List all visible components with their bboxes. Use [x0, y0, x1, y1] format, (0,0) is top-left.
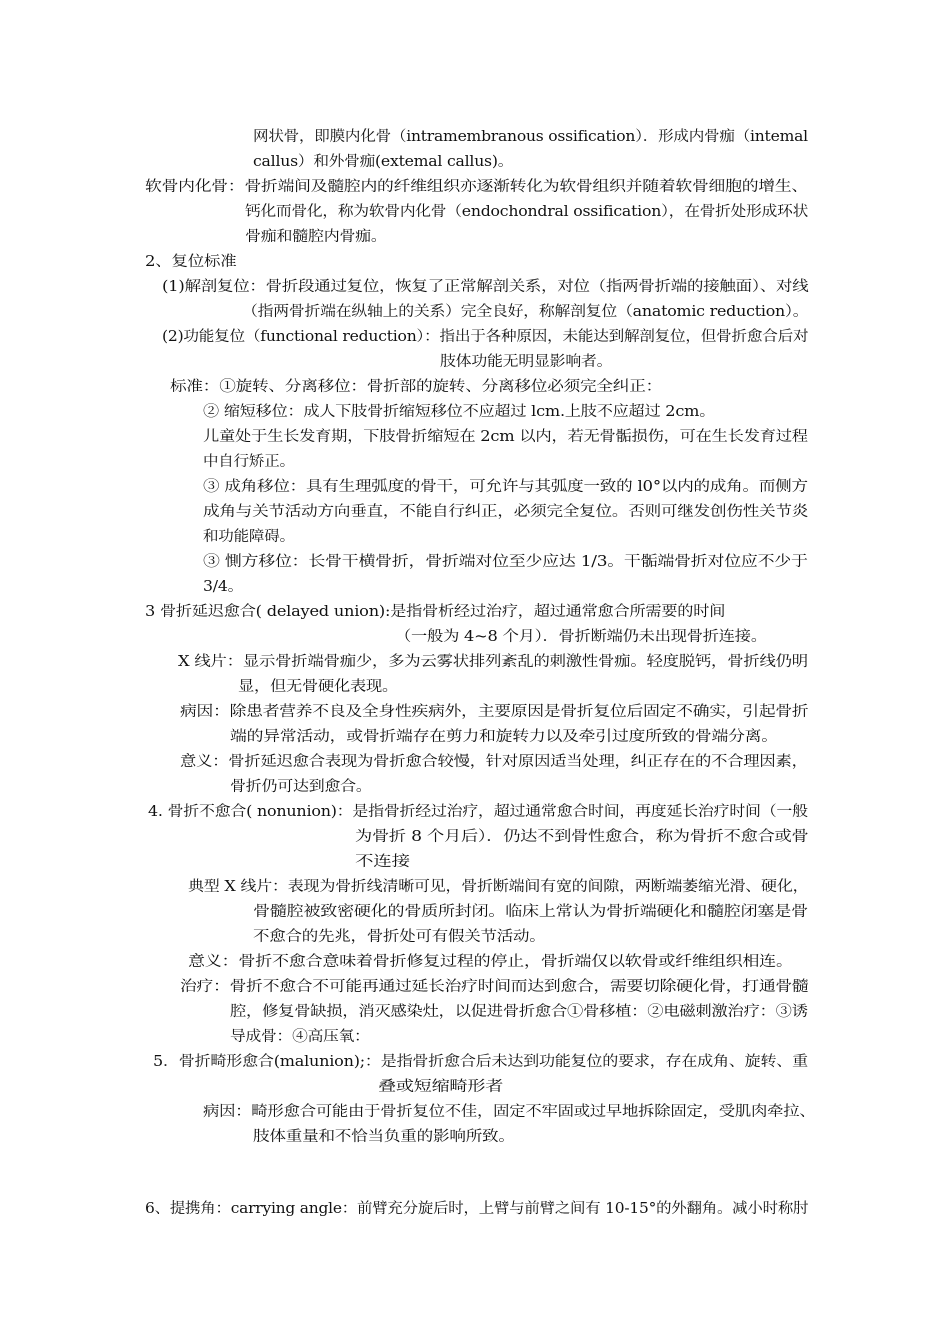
text-line: 叠或短缩畸形者 — [378, 1079, 504, 1095]
text-line: 和功能障碍。 — [203, 529, 295, 545]
text-line: 骨髓腔被致密硬化的骨质所封闭。临床上常认为骨折端硬化和髓腔闭塞是骨 — [253, 904, 808, 920]
text-line: 软骨内化骨：骨折端间及髓腔内的纤维组织亦逐渐转化为软骨组织并随着软骨细胞的增生、 — [145, 179, 808, 195]
text-line: 显，但无骨硬化表现。 — [238, 679, 398, 695]
section-heading: 5．骨折畸形愈合(malunion);：是指骨折愈合后未达到功能复位的要求，存在成角、旋转、重 — [153, 1054, 808, 1070]
text-line: 肢体功能无明显影响者。 — [440, 354, 613, 370]
text-line: 端的异常活动，或骨折端存在剪力和旋转力以及牵引过度所致的骨端分离。 — [230, 729, 778, 745]
text-line: 不愈合的先兆，骨折处可有假关节活动。 — [253, 929, 546, 945]
text-line: 病因：畸形愈合可能由于骨折复位不佳，固定不牢固或过早地拆除固定，受肌肉牵拉、 — [203, 1104, 816, 1120]
text-line: (2)功能复位（functional reduction）：指出于各种原因，未能达到解剖复位，但骨折愈合后对 — [162, 329, 809, 345]
text-line: 3/4。 — [203, 579, 244, 595]
text-line: 骨折仍可达到愈合。 — [230, 779, 372, 795]
text-line: 意义：骨折不愈合意味着骨折修复过程的停止，骨折端仅以软骨或纤维组织相连。 — [188, 954, 793, 970]
text-line: 不连接 — [355, 854, 410, 870]
text-line: 典型 X 线片：表现为骨折线清晰可见，骨折断端间有宽的间隙，两断端萎缩光滑、硬化， — [188, 879, 809, 895]
text-line: ③ 惻方移位：长骨干横骨折，骨折端对位至少应达 1/3。干骺端骨折对位应不少于 — [203, 554, 808, 570]
text-line: 网状骨，即膜内化骨（intramembranous ossification）．形成内骨痂（intemal — [253, 129, 808, 145]
text-line: 骨痂和髓腔内骨痂。 — [245, 229, 387, 245]
text-line: ③ 成角移位：具有生理弧度的骨干，可允许与其弧度一致的 l0°以内的成角。而侧方 — [203, 479, 808, 495]
text-line: 钙化而骨化，称为软骨内化骨（endochondral ossification），在骨折处形成环状 — [245, 204, 809, 220]
text-line: 腔，修复骨缺损，消灭感染灶，以促进骨折愈合①骨移植：②电磁刺激治疗：③诱 — [230, 1004, 808, 1020]
text-line: 中自行矫正。 — [203, 454, 295, 470]
text-line: （一般为 4~8 个月）．骨折断端仍未出现骨折连接。 — [395, 629, 767, 645]
section-heading: 6、提携角：carrying angle：前臂充分旋后时，上臂与前臂之间有 10-15°的外翻角。减小时称肘 — [145, 1201, 809, 1217]
text-line: 肢体重量和不恰当负重的影响所致。 — [253, 1129, 515, 1145]
text-line: 成角与关节活动方向垂直，不能自行纠正，必须完全复位。否则可继发创伤性关节炎 — [203, 504, 809, 520]
text-line: (1)解剖复位：骨折段通过复位，恢复了正常解剖关系，对位（指两骨折端的接触面）、对线 — [162, 279, 809, 295]
text-line: X 线片：显示骨折端骨痂少，多为云雾状排列紊乱的刺激性骨痂。轻度脱钙，骨折线仍明 — [178, 654, 808, 670]
section-heading: 2、复位标准 — [145, 254, 237, 270]
text-line: callus）和外骨痂(extemal callus)。 — [253, 154, 514, 170]
text-line: 意义：骨折延迟愈合表现为骨折愈合较慢，针对原因适当处理，纠正存在的不合理因素， — [180, 754, 808, 770]
text-line: 治疗：骨折不愈合不可能再通过延长治疗时间而达到愈合，需要切除硬化骨，打通骨髓 — [180, 979, 809, 995]
text-line: 儿童处于生长发育期，下肢骨折缩短在 2cm 以内，若无骨骺损伤，可在生长发育过程 — [203, 429, 808, 445]
text-line: 病因：除患者营养不良及全身性疾病外，主要原因是骨折复位后固定不确实，引起骨折 — [180, 704, 809, 720]
text-line: 为骨折 8 个月后）．仍达不到骨性愈合，称为骨折不愈合或骨 — [355, 829, 809, 845]
section-heading: 4. 骨折不愈合( nonunion)：是指骨折经过治疗，超过通常愈合时间，再度延长治疗时间（一般 — [148, 804, 808, 820]
text-line: 标准：①旋转、分离移位：骨折部的旋转、分离移位必须完全纠正： — [170, 379, 662, 395]
section-heading: 3 骨折延迟愈合( delayed union):是指骨析经过治疗，超过通常愈合所需要的时间 — [145, 604, 726, 620]
text-line: 导成骨：④高压氧： — [230, 1029, 370, 1045]
text-line: （指两骨折端在纵轴上的关系）完全良好，称解剖复位（anatomic reduction）。 — [242, 304, 809, 320]
text-line: ② 缩短移位：成人下肢骨折缩短移位不应超过 lcm.上肢不应超过 2cm。 — [203, 404, 716, 420]
